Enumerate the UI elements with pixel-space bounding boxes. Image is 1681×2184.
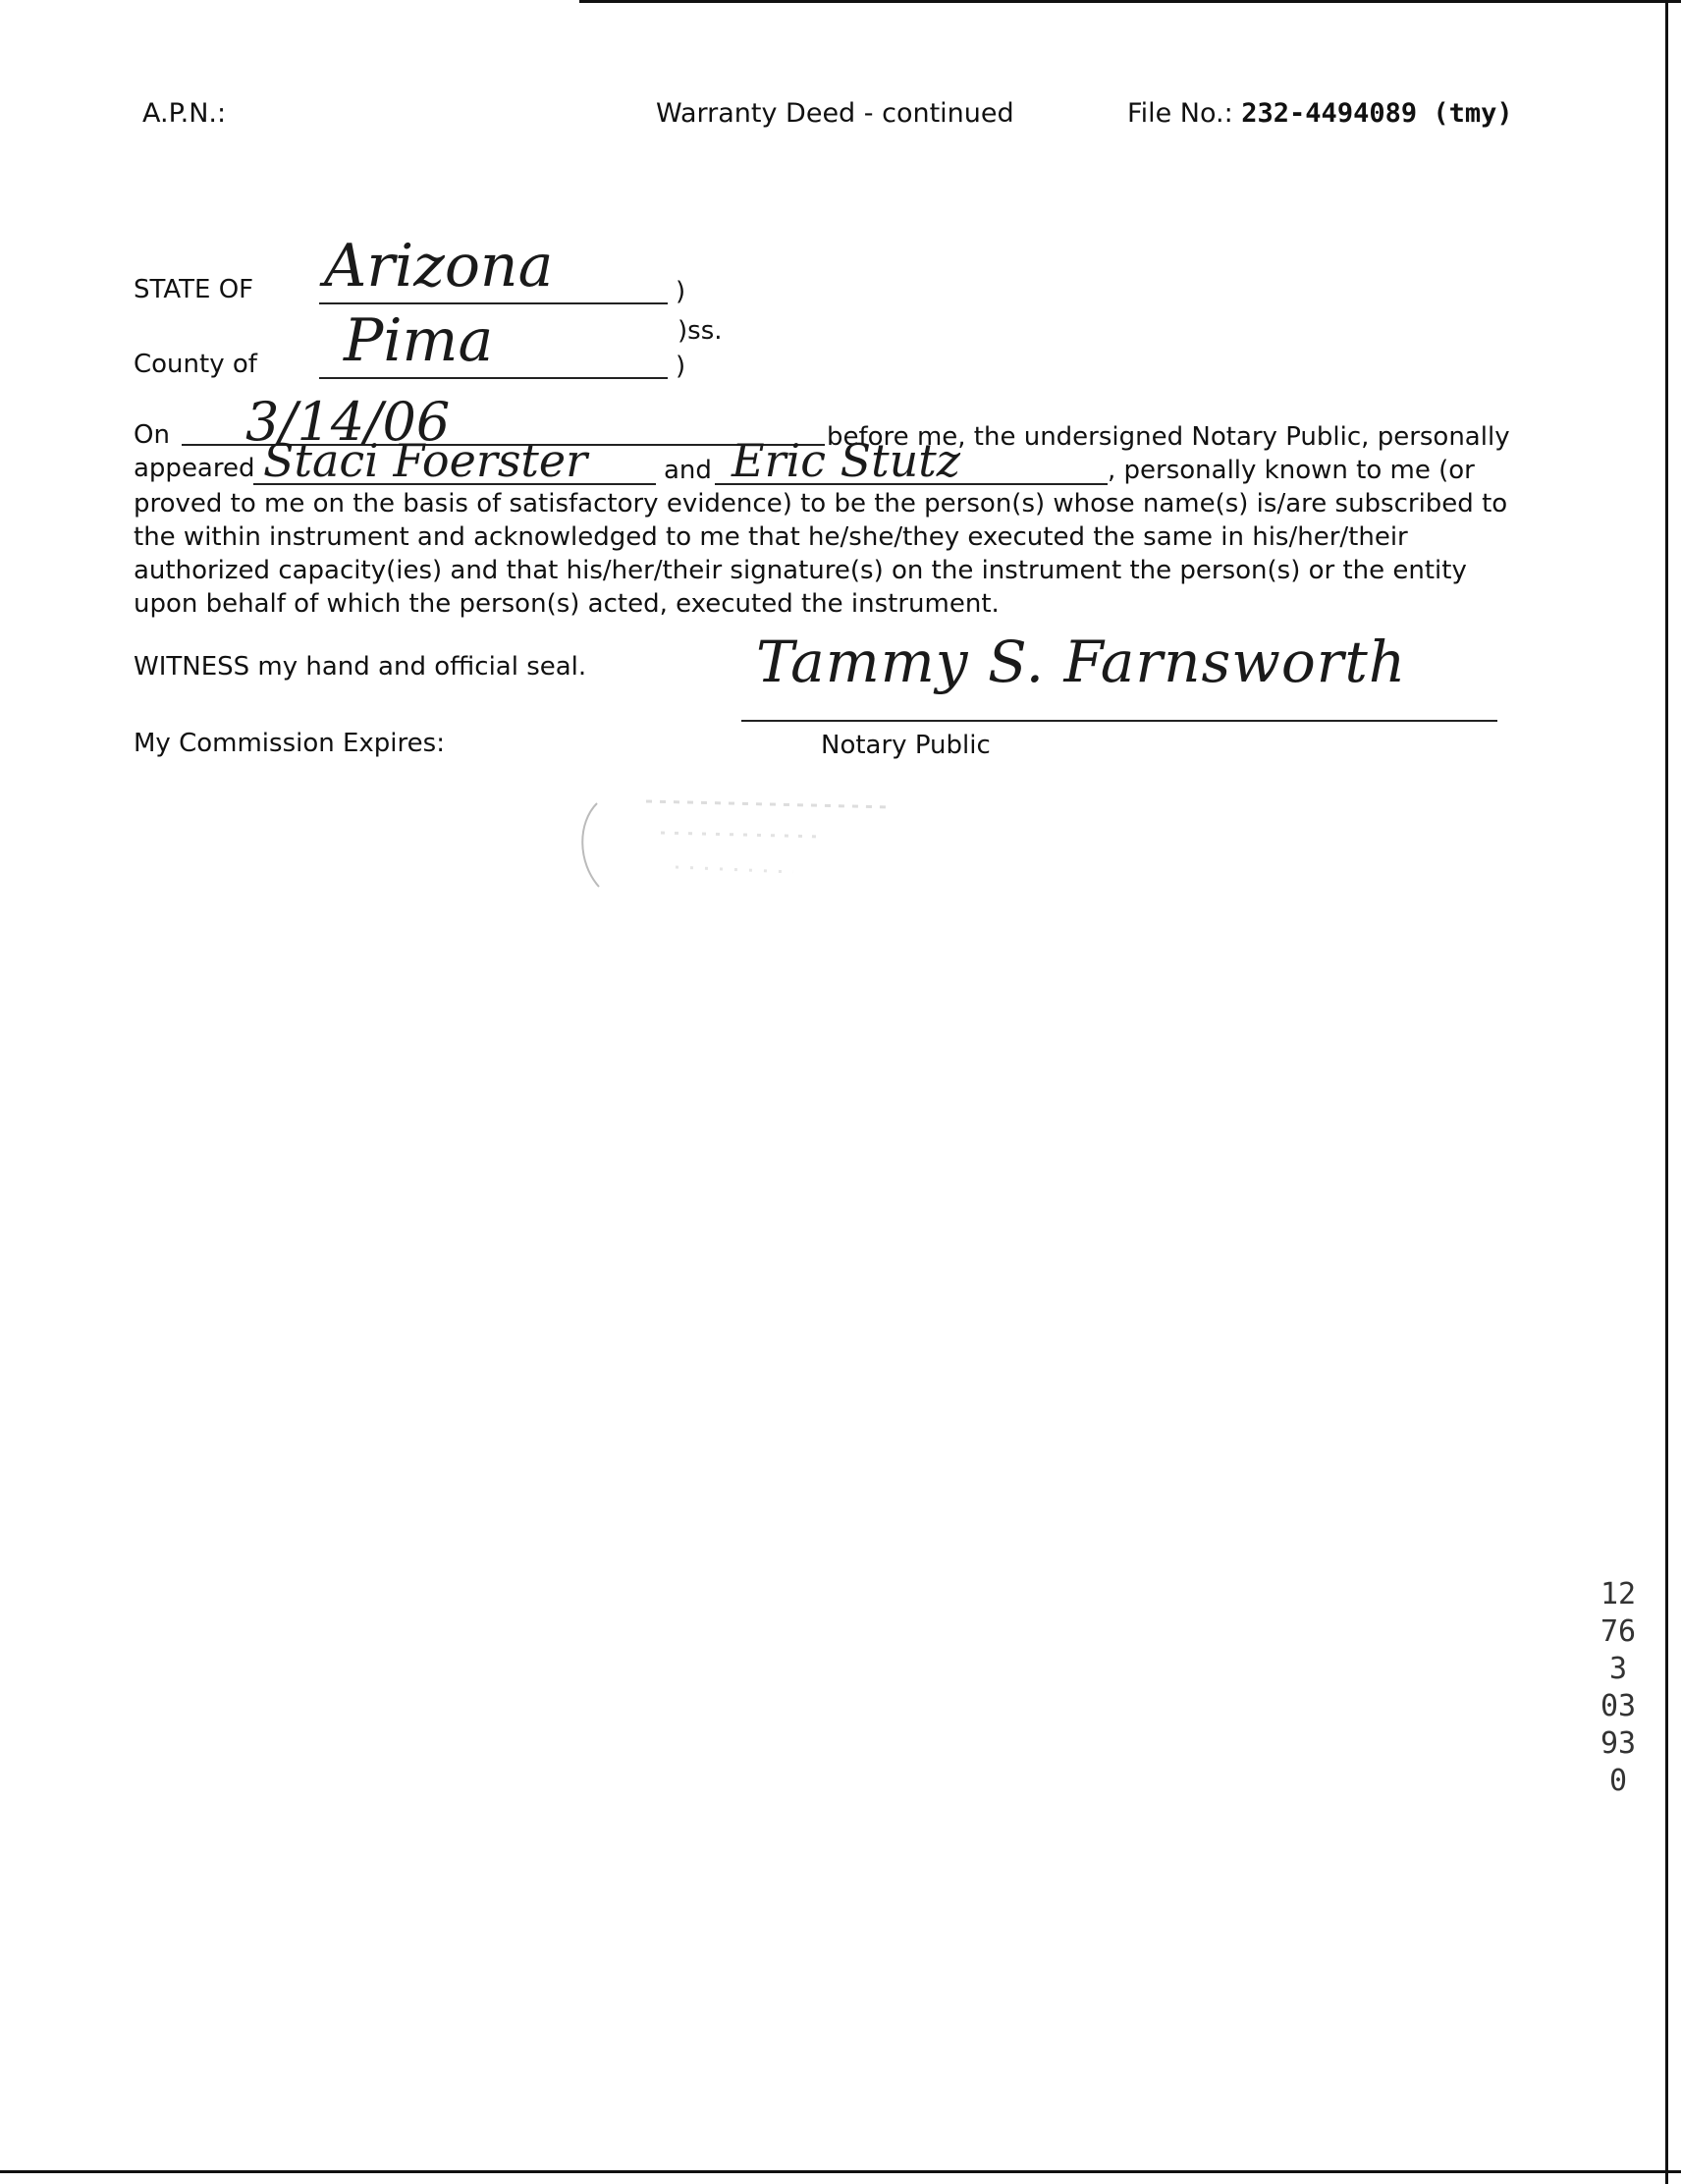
faint-seal-mark (568, 793, 921, 901)
on-label: On (134, 420, 170, 450)
county-label: County of (134, 350, 257, 379)
acknowledgment-body: proved to me on the basis of satisfactory evidence) to be the person(s) whose name(s) is/are subscribed to the within instrument and acknowledged to me that he/she/they executed the same in his/her/their authorized capacity(ies) and that his/her/their signature(s) on the instrument the person(s) or the entity upon behalf of which the person(s) acted, executed the instrument. (134, 489, 1508, 619)
ss-label: )ss. (678, 316, 723, 346)
commission-expires-label: My Commission Expires: (134, 729, 445, 758)
state-value-handwritten: Arizona (324, 232, 554, 300)
scan-border-right (1665, 0, 1668, 2184)
county-paren: ) (676, 352, 686, 381)
scan-border-top (579, 0, 1681, 3)
notary-public-label: Notary Public (821, 731, 991, 760)
date-handwritten: 3/14/06 (245, 391, 451, 453)
file-number-value: 232-4494089 (tmy) (1241, 98, 1513, 129)
recording-number-stamp: 12763 03930 (1600, 1577, 1637, 1798)
person-one-handwritten: Staci Foerster (263, 434, 588, 487)
state-label: STATE OF (134, 275, 254, 304)
county-value-handwritten: Pima (344, 306, 494, 375)
document-title: Warranty Deed - continued (656, 98, 1014, 129)
county-line (319, 377, 668, 379)
before-me-text: before me, the undersigned Notary Public, personally (827, 422, 1510, 452)
state-paren: ) (676, 277, 686, 306)
witness-text: WITNESS my hand and official seal. (134, 652, 587, 682)
file-number (1127, 98, 1513, 129)
notary-signature-line (741, 720, 1497, 722)
notary-signature: Tammy S. Farnsworth (756, 628, 1407, 695)
state-line (319, 302, 668, 304)
file-number-label: File No.: (1127, 98, 1242, 129)
apn-label: A.P.N.: (142, 98, 227, 129)
and-label: and (664, 456, 712, 485)
personally-known-text: , personally known to me (or (1108, 456, 1475, 485)
person-two-handwritten: Eric Stutz (732, 434, 961, 487)
appeared-label: appeared (134, 454, 255, 483)
scan-border-bottom (0, 2170, 1681, 2173)
